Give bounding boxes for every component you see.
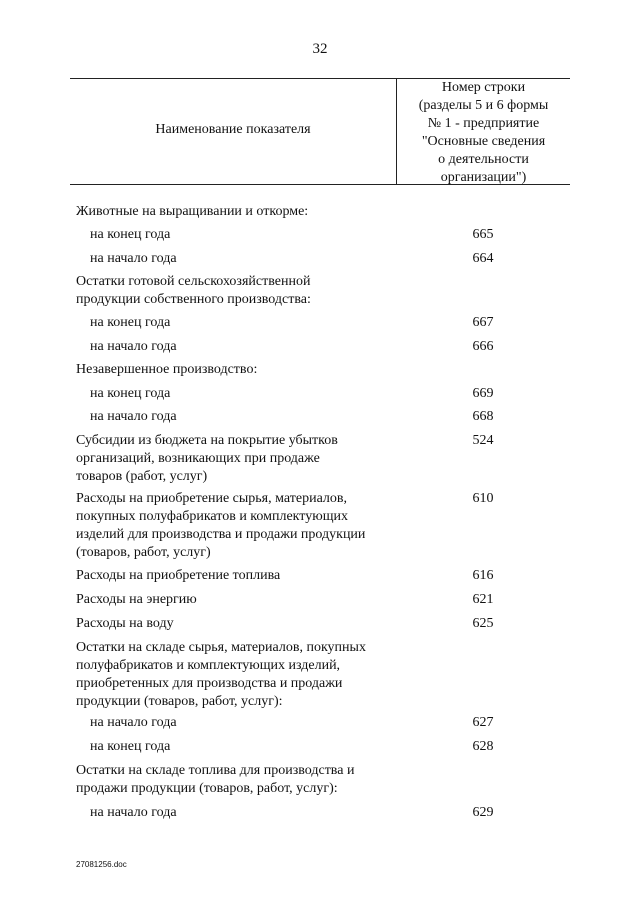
row-label: Остатки готовой сельскохозяйственной продукции собственного производства:: [76, 274, 311, 307]
row-label: Животные на выращивании и откорме:: [76, 204, 309, 219]
row-label: Незавершенное производство:: [76, 362, 258, 377]
row-label: Расходы на приобретение сырья, материалов, покупных полуфабрикатов и комплектующих изделий для производства и продажи продукции (товаров, работ, услуг): [76, 491, 366, 560]
row-label: Субсидии из бюджета на покрытие убытков организаций, возникающих при продаже товаров (работ, услуг): [76, 433, 338, 484]
row-number: 628: [472, 739, 494, 754]
row-number: 664: [472, 251, 494, 266]
row-label: Расходы на приобретение топлива: [76, 568, 281, 583]
row-label: Остатки на складе топлива для производства и продажи продукции (товаров, работ, услуг):: [76, 763, 355, 796]
row-number: 665: [472, 227, 494, 242]
row-label: на конец года: [90, 227, 171, 242]
row-label: на начало года: [90, 805, 177, 820]
file-name-footer: 27081256.doc: [76, 860, 127, 869]
page-number: 32: [312, 41, 328, 57]
row-number: 666: [472, 339, 494, 354]
row-number: 616: [472, 568, 494, 583]
row-number: 669: [472, 386, 494, 401]
row-label: на начало года: [90, 409, 177, 424]
row-number: 524: [472, 433, 494, 448]
row-label: на начало года: [90, 339, 177, 354]
row-label: на конец года: [90, 386, 171, 401]
row-number: 625: [472, 616, 494, 631]
column-header-name: Наименование показателя: [155, 122, 311, 137]
row-label: на конец года: [90, 739, 171, 754]
row-label: Расходы на воду: [76, 616, 174, 631]
column-header-line-number: Номер строки (разделы 5 и 6 формы № 1 - предприятие "Основные сведения о деятельности организации"): [418, 80, 549, 185]
row-number: 668: [472, 409, 494, 424]
row-number: 627: [472, 715, 494, 730]
row-label: Остатки на складе сырья, материалов, покупных полуфабрикатов и комплектующих изделий, приобретенных для производства и продажи продукции (товаров, работ, услуг):: [76, 640, 366, 709]
row-label: на начало года: [90, 715, 177, 730]
row-number: 667: [472, 315, 494, 330]
row-number: 629: [472, 805, 494, 820]
row-label: на конец года: [90, 315, 171, 330]
row-number: 621: [472, 592, 494, 607]
row-label: Расходы на энергию: [76, 592, 197, 607]
row-label: на начало года: [90, 251, 177, 266]
row-number: 610: [472, 491, 494, 506]
